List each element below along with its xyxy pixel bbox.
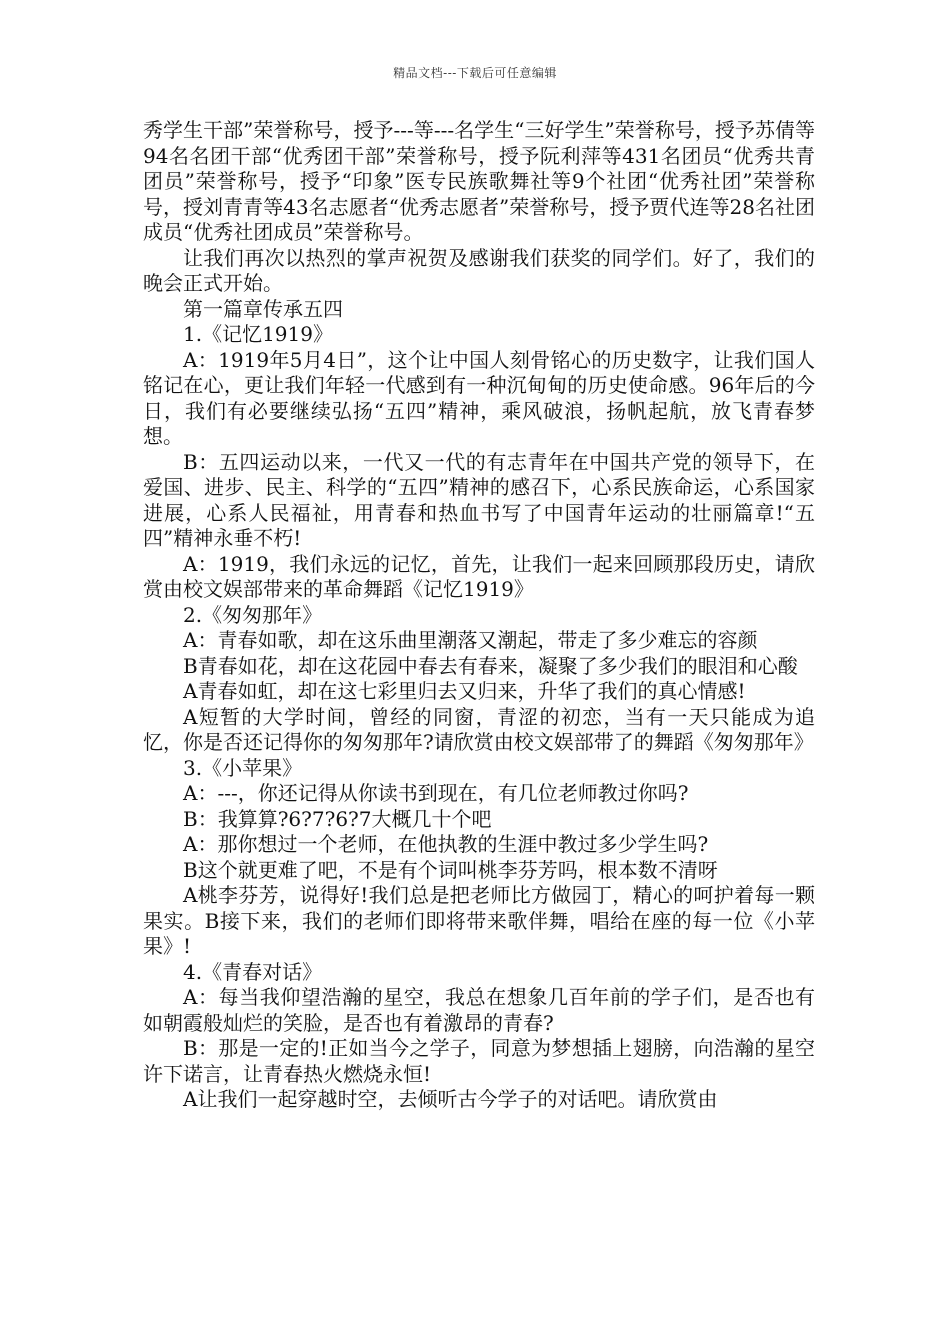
paragraph: B：我算算?6?7?6?7大概几十个吧 [183,806,492,831]
paragraph: 秀学生干部”荣誉称号，授予---等---名学生“三好学生”荣誉称号，授予苏倩等94名名团干部“优秀团干部”荣誉称号，授予阮利萍等431名团员“优秀共青团员”荣誉称号，授予“印象”医专民族歌舞社等9个社团“优秀社团”荣誉称号，授刘青青等43名志愿者“优秀志愿者”荣誉称号，授予贾代连等28名社团成员“优秀社团成员”荣誉称号。 [143,118,815,244]
paragraph: B：那是一定的!正如当今之学子，同意为梦想插上翅膀，向浩瀚的星空许下诺言，让青春热火燃烧永恒! [143,1036,815,1086]
paragraph: A：---，你还记得从你读书到现在，有几位老师教过你吗? [183,781,689,805]
document-body [143,118,815,1113]
page-header: 精品文档---下载后可任意编辑 [393,66,557,80]
paragraph: A桃李芬芳，说得好!我们总是把老师比方做园丁，精心的呵护着每一颗果实。B接下来，我们的老师们即将带来歌伴舞，唱给在座的每一位《小苹果》! [143,883,815,958]
paragraph: 让我们再次以热烈的掌声祝贺及感谢我们获奖的同学们。好了，我们的晚会正式开始。 [143,245,815,295]
paragraph: A：那你想过一个老师，在他执教的生涯中教过多少学生吗? [183,832,709,856]
paragraph: A：1919年5月4日”，这个让中国人刻骨铭心的历史数字，让我们国人铭记在心，更让我们年轻一代感到有一种沉甸甸的历史使命感。96年后的今日，我们有必要继续弘扬“五四”精神，乘风破浪，扬帆起航，放飞青春梦想。 [143,347,815,448]
program-title: 4.《青春对话》 [183,959,323,984]
paragraph: A：青春如歌，却在这乐曲里潮落又潮起，带走了多少难忘的容颜 [183,628,758,652]
paragraph: B这个就更难了吧，不是有个词叫桃李芬芳吗，根本数不清呀 [183,857,718,882]
program-title: 3.《小苹果》 [183,755,303,780]
section-title: 第一篇章传承五四 [183,296,343,321]
paragraph: A：每当我仰望浩瀚的星空，我总在想象几百年前的学子们，是否也有如朝霞般灿烂的笑脸，是否也有着激昂的青春? [143,985,815,1035]
paragraph: B青春如花，却在这花园中春去有春来，凝聚了多少我们的眼泪和心酸 [183,653,798,678]
paragraph: A让我们一起穿越时空，去倾听古今学子的对话吧。请欣赏由 [183,1087,718,1111]
paragraph: A短暂的大学时间，曾经的同窗，青涩的初恋，当有一天只能成为追忆，你是否还记得你的匆匆那年?请欣赏由校文娱部带了的舞蹈《匆匆那年》 [143,704,815,754]
program-title: 2.《匆匆那年》 [183,602,323,627]
paragraph: B：五四运动以来，一代又一代的有志青年在中国共产党的领导下，在爱国、进步、民主、科学的“五四”精神的感召下，心系民族命运，心系国家进展，心系人民福祉，用青春和热血书写了中国青年运动的壮丽篇章!“五四”精神永垂不朽! [143,449,815,550]
paragraph: A青春如虹，却在这七彩里归去又归来，升华了我们的真心情感! [183,679,746,703]
paragraph: A：1919，我们永远的记忆，首先，让我们一起来回顾那段历史，请欣赏由校文娱部带来的革命舞蹈《记忆1919》 [143,551,815,601]
program-title: 1.《记忆1919》 [183,322,333,346]
